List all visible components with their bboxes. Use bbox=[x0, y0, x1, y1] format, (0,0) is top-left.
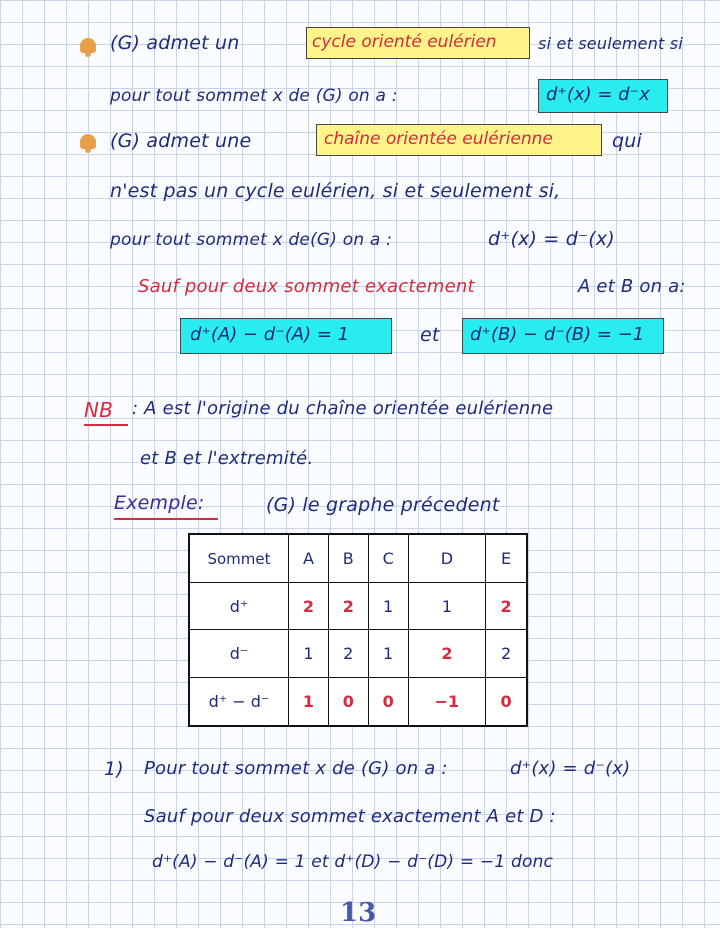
table-header-row bbox=[189, 534, 527, 583]
line7-box2: d⁺(B) − d⁻(B) = −1 bbox=[470, 324, 645, 345]
table-header-cell: C bbox=[368, 534, 408, 583]
bell-icon bbox=[80, 38, 96, 53]
line2-box-text: d⁺(x) = d⁻x bbox=[546, 84, 650, 105]
degree-table bbox=[188, 533, 528, 727]
conclusion-number: 1) bbox=[104, 758, 124, 780]
nb-label: NB bbox=[84, 398, 114, 422]
nb-text: : A est l'origine du chaîne orientée eulérienne bbox=[132, 398, 554, 419]
table-header-cell: D bbox=[408, 534, 486, 583]
table-cell: 1 bbox=[408, 583, 486, 630]
nb-text2: et B et l'extremité. bbox=[140, 448, 314, 469]
table-cell: −1 bbox=[408, 677, 486, 726]
line1-post: si et seulement si bbox=[538, 34, 683, 53]
line3-box-text: chaîne orientée eulérienne bbox=[324, 129, 553, 149]
table-cell: 1 bbox=[368, 583, 408, 630]
page-number: 13 bbox=[340, 898, 377, 928]
exemple-text: (G) le graphe précedent bbox=[266, 494, 500, 516]
table-cell: 0 bbox=[486, 677, 527, 726]
table-cell: 2 bbox=[328, 583, 368, 630]
row-label: d⁺ bbox=[189, 583, 289, 630]
table-cell: 0 bbox=[328, 677, 368, 726]
table-row bbox=[189, 630, 527, 677]
table-cell: 1 bbox=[368, 630, 408, 677]
nb-underline bbox=[84, 424, 128, 426]
row-label: d⁻ bbox=[189, 630, 289, 677]
exemple-label: Exemple: bbox=[114, 492, 205, 514]
line6-tail: A et B on a: bbox=[578, 276, 686, 297]
line3-pre: (G) admet une bbox=[110, 130, 252, 152]
table-row bbox=[189, 677, 527, 726]
bell-icon bbox=[80, 134, 96, 149]
conclusion-l1: Pour tout sommet x de (G) on a : bbox=[144, 758, 448, 779]
conclusion-l3: d⁺(A) − d⁻(A) = 1 et d⁺(D) − d⁻(D) = −1 donc bbox=[152, 852, 554, 872]
line3-post: qui bbox=[612, 130, 642, 152]
table-header-cell: Sommet bbox=[189, 534, 289, 583]
table-row bbox=[189, 583, 527, 630]
line4-text: n'est pas un cycle eulérien, si et seulement si, bbox=[110, 180, 561, 202]
line5-text: pour tout sommet x de(G) on a : bbox=[110, 230, 393, 250]
row-label: d⁺ − d⁻ bbox=[189, 677, 289, 726]
table-cell: 1 bbox=[289, 630, 329, 677]
conclusion-l2: Sauf pour deux sommet exactement A et D : bbox=[144, 806, 556, 827]
line1-pre: (G) admet un bbox=[110, 32, 240, 54]
table-cell: 1 bbox=[289, 677, 329, 726]
table-header-cell: B bbox=[328, 534, 368, 583]
table-cell: 0 bbox=[368, 677, 408, 726]
table-cell: 2 bbox=[486, 583, 527, 630]
line2-text: pour tout sommet x de (G) on a : bbox=[110, 86, 398, 106]
table-cell: 2 bbox=[486, 630, 527, 677]
table-cell: 2 bbox=[328, 630, 368, 677]
exemple-underline bbox=[114, 518, 218, 520]
conclusion-l1eq: d⁺(x) = d⁻(x) bbox=[510, 758, 631, 779]
line7-mid: et bbox=[420, 324, 440, 346]
table-header-cell: A bbox=[289, 534, 329, 583]
table-header-cell: E bbox=[486, 534, 527, 583]
table-cell: 2 bbox=[289, 583, 329, 630]
line6-text: Sauf pour deux sommet exactement bbox=[138, 276, 475, 297]
table-cell: 2 bbox=[408, 630, 486, 677]
line5-eq: d⁺(x) = d⁻(x) bbox=[488, 228, 615, 250]
line1-box-text: cycle orienté eulérien bbox=[312, 32, 497, 52]
line7-box1: d⁺(A) − d⁻(A) = 1 bbox=[190, 324, 350, 345]
